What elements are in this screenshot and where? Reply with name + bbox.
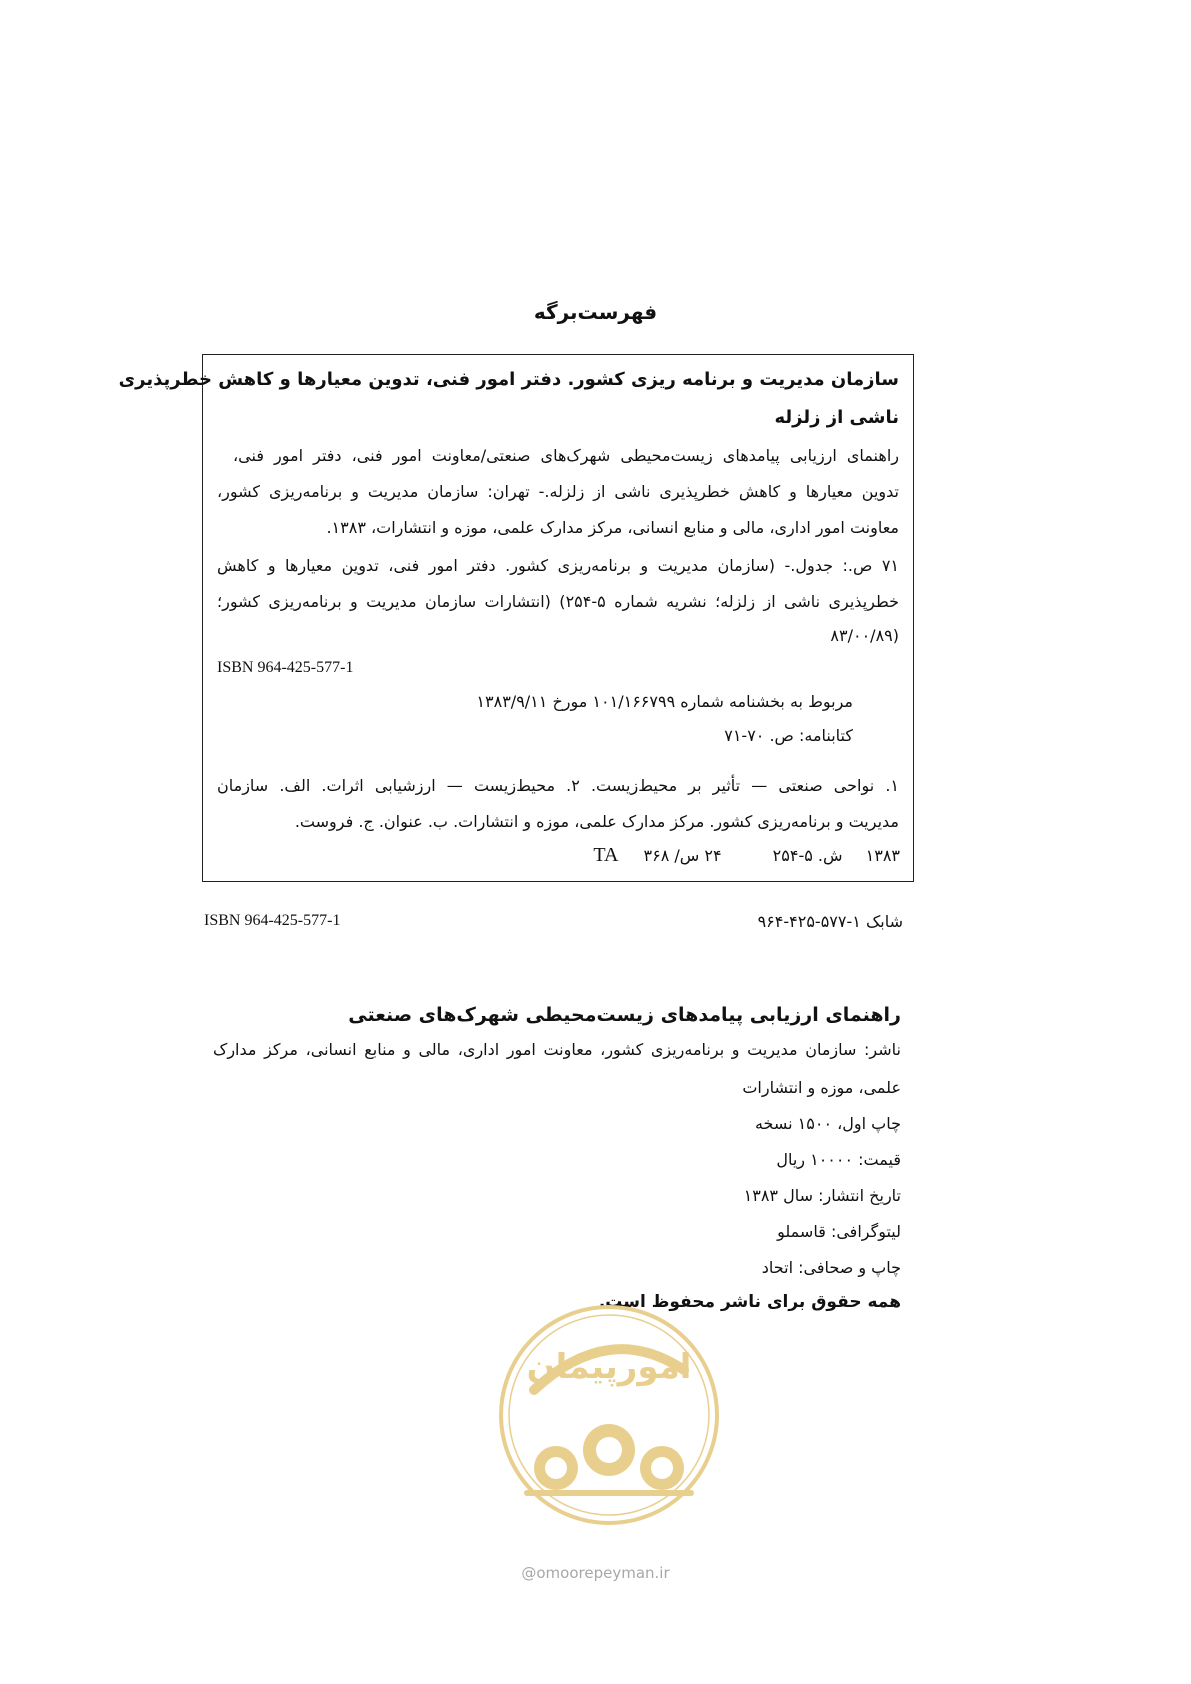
lithography: لیتوگرافی: قاسملو xyxy=(777,1222,901,1241)
cataloging-box xyxy=(118,354,914,882)
publication-date: تاریخ انتشار: سال ۱۳۸۳ xyxy=(743,1186,901,1205)
printing-binding: چاپ و صحافی: اتحاد xyxy=(761,1258,901,1277)
price: قیمت: ۱۰۰۰۰ ریال xyxy=(776,1150,901,1169)
watermark-logo-text: امورپیمان xyxy=(526,1347,692,1387)
classification-code: TA xyxy=(593,844,619,866)
rights-notice: همه حقوق برای ناشر محفوظ است. xyxy=(598,1292,901,1312)
cip-series-line-1: ۷۱ ص.: جدول.- (سازمان مدیریت و برنامه‌ریزی کشور. دفتر امور فنی، تدوین معیارها و کاهش xyxy=(217,556,899,575)
cip-note-circular: مربوط به بخشنامه شماره ۱۰۱/۱۶۶۷۹۹ مورخ ۱۳۸۳/۹/۱۱ xyxy=(476,692,853,711)
cip-series-line-2: خطرپذیری ناشی از زلزله؛ نشریه شماره ۵-۲۵۴) (انتشارات سازمان مدیریت و برنامه‌ریزی کشور؛ xyxy=(217,592,900,611)
page-title: فهرست‌برگه xyxy=(533,300,658,324)
publisher-line-2: علمی، موزه و انتشارات xyxy=(742,1078,901,1097)
classification-call-number: ۲۴ س/ ۳۶۸ xyxy=(643,846,722,865)
cip-heading-line-2: ناشی از زلزله xyxy=(774,407,899,428)
book-title: راهنمای ارزیابی پیامدهای زیست‌محیطی شهرک‌های صنعتی xyxy=(348,1004,901,1026)
cip-series-line-3: (۸۳/۰۰/۸۹ xyxy=(830,626,899,645)
cip-subjects-line-1: ۱. نواحی صنعتی — تأثیر بر محیط‌زیست. ۲. محیط‌زیست — ارزشیابی اثرات. الف. سازمان xyxy=(217,776,900,795)
cip-note-bibliography: کتابنامه: ص. ۷۰-۷۱ xyxy=(724,726,853,745)
watermark-logo xyxy=(494,1300,724,1530)
cip-body-line-3: معاونت امور اداری، مالی و منابع انسانی، مرکز مدارک علمی، موزه و انتشارات، ۱۳۸۳. xyxy=(326,518,899,537)
cip-heading-line-1: سازمان مدیریت و برنامه ریزی کشور. دفتر امور فنی، تدوین معیارها و کاهش خطرپذیری xyxy=(118,369,899,390)
cip-body-line-2: تدوین معیارها و کاهش خطرپذیری ناشی از زلزله.- تهران: سازمان مدیریت و برنامه‌ریزی کشور، xyxy=(217,482,899,501)
watermark-url: @omoorepeyman.ir xyxy=(521,1564,670,1582)
isbn-outside: ISBN 964-425-577-1 xyxy=(204,912,341,929)
classification-series: ش. ۵-۲۵۴ xyxy=(772,846,843,865)
classification-row xyxy=(380,844,900,867)
shabak: شابک ۱-۵۷۷-۴۲۵-۹۶۴ xyxy=(757,912,903,931)
publisher-line-1: ناشر: سازمان مدیریت و برنامه‌ریزی کشور، معاونت امور اداری، مالی و منابع انسانی، مرکز مدارک xyxy=(213,1040,901,1059)
print-edition: چاپ اول، ۱۵۰۰ نسخه xyxy=(754,1114,901,1133)
cip-subjects-line-2: مدیریت و برنامه‌ریزی کشور. مرکز مدارک علمی، موزه و انتشارات. ب. عنوان. ج. فروست. xyxy=(294,812,899,831)
cip-isbn: ISBN 964-425-577-1 xyxy=(217,659,354,676)
classification-year: ۱۳۸۳ xyxy=(865,846,900,865)
cip-body-line-1: راهنمای ارزیابی پیامدهای زیست‌محیطی شهرک‌های صنعتی/معاونت امور فنی، دفتر امور فنی، xyxy=(233,446,899,465)
